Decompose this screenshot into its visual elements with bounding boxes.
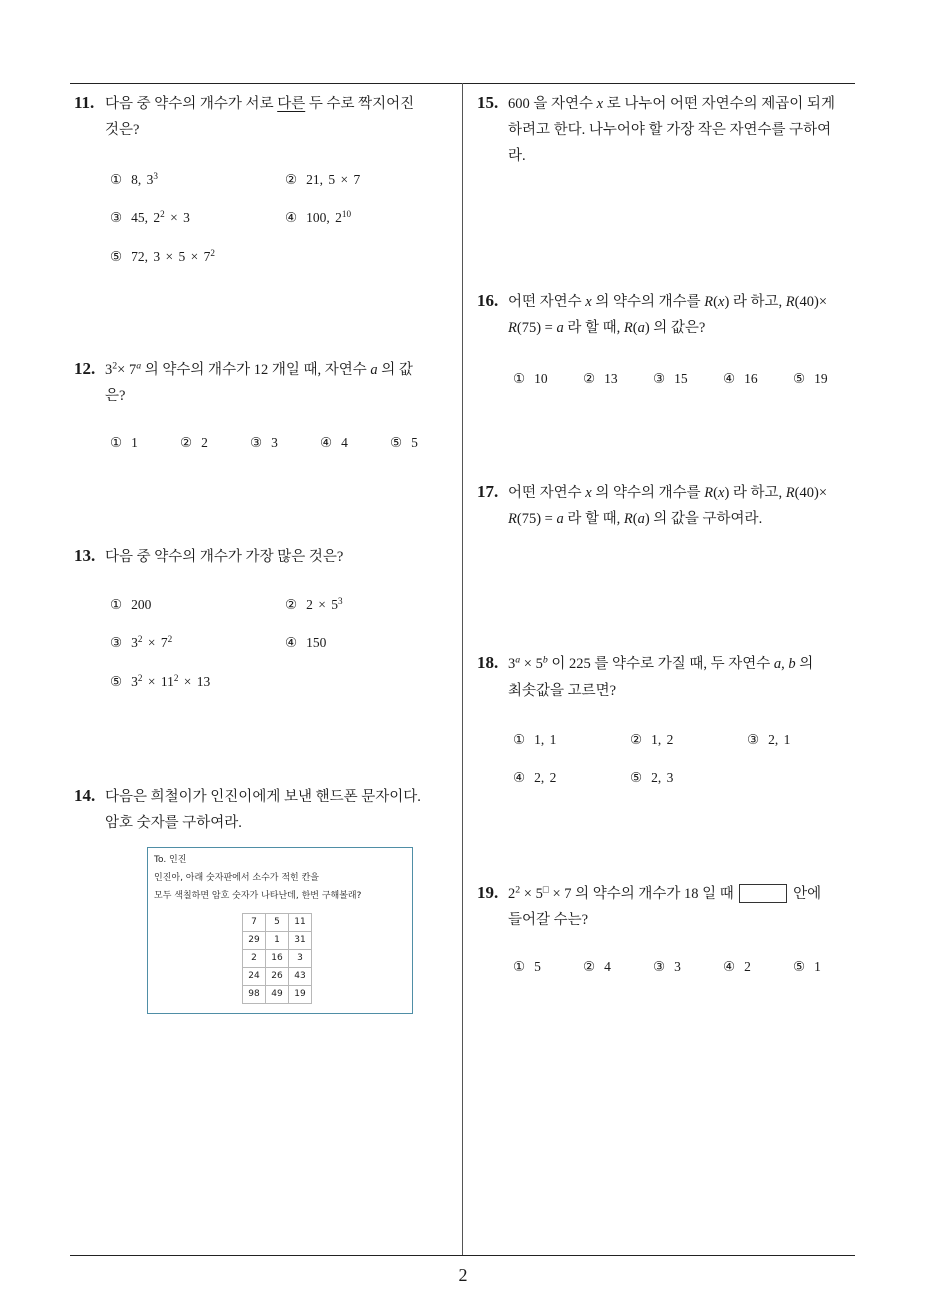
choice-mark: ③ (110, 635, 123, 650)
choice-mark: ③ (747, 732, 760, 747)
choice-value: × 3 (164, 210, 190, 225)
choice-4 (513, 769, 556, 787)
question-stem-line (477, 907, 821, 933)
exponent: 2 (167, 633, 173, 644)
grid-row (243, 932, 312, 950)
question-number: 11. (74, 93, 95, 112)
choice-mark: ④ (285, 210, 298, 225)
choice-value: 72, 3 × 5 × 7 (131, 249, 211, 264)
variable: a (370, 362, 378, 378)
variable: a (773, 656, 782, 672)
choice-mark: ④ (320, 435, 333, 450)
grid-cell: 19 (289, 986, 312, 1004)
math-text: × 5 (520, 656, 543, 672)
math-text: (40)× (794, 294, 827, 310)
choice-5 (390, 434, 418, 452)
question-number: 12. (74, 359, 96, 378)
choice-value: 3 (131, 674, 138, 689)
choice-value: 4 (604, 959, 611, 974)
choice-3 (747, 731, 790, 749)
choice-value: 200 (131, 597, 152, 612)
question-text: ) 의 값을 구하여라. (644, 511, 763, 527)
question-text: 의 약수의 개수를 (591, 485, 705, 501)
choice-value: 8, 3 (131, 172, 154, 187)
grid-cell: 16 (266, 950, 289, 968)
question-text: 600 을 자연수 (508, 96, 597, 112)
question-text: 다음 중 약수의 개수가 서로 (105, 96, 278, 112)
choice-mark: ① (110, 435, 123, 450)
question-stem-line (74, 383, 413, 409)
variable: a (637, 320, 645, 336)
function-name: R (623, 511, 633, 527)
message-line: 인진아, 아래 숫자판에서 소수가 적힌 칸을 (154, 873, 319, 883)
variable: x (596, 96, 604, 112)
choice-2 (630, 731, 673, 749)
grid-cell: 98 (243, 986, 266, 1004)
choice-mark: ① (513, 732, 526, 747)
exponent: 2 (137, 672, 143, 683)
math-text: × 7 (117, 362, 137, 378)
question-text: 어떤 자연수 (508, 485, 586, 501)
grid-cell: 1 (266, 932, 289, 950)
variable: a (556, 511, 564, 527)
grid-cell: 2 (243, 950, 266, 968)
variable: a (136, 360, 142, 372)
choice-mark: ⑤ (793, 371, 806, 386)
number-grid (242, 913, 312, 1004)
blank-exponent: □ (542, 884, 549, 896)
question-16 (477, 288, 827, 341)
variable: x (718, 294, 725, 310)
grid-row (243, 914, 312, 932)
question-text: ) 라 하고, (724, 485, 786, 501)
question-text: 최솟값을 고르면? (508, 683, 617, 699)
choice-mark: ① (110, 597, 123, 612)
question-text: 암호 숫자를 구하여라. (105, 815, 242, 831)
choice-mark: ⑤ (110, 249, 123, 264)
variable: x (718, 485, 725, 501)
question-13 (74, 543, 343, 570)
question-text: 라. (508, 148, 526, 164)
choice-5 (793, 370, 828, 388)
choice-value: 2, 2 (534, 770, 557, 785)
question-text: 로 나누어 어떤 자연수의 제곱이 되게 (603, 96, 835, 112)
grid-row (243, 950, 312, 968)
choice-3 (250, 434, 278, 452)
function-name: R (623, 320, 633, 336)
choice-mark: ② (583, 959, 596, 974)
math-text: ( (713, 294, 718, 310)
math-text: ( (713, 485, 718, 501)
exponent: 10 (341, 208, 352, 219)
choice-mark: ⑤ (630, 770, 643, 785)
exponent: 2 (137, 633, 143, 644)
choice-3 (653, 958, 681, 976)
question-stem-line (74, 810, 421, 836)
choice-1 (513, 958, 541, 976)
question-stem-line (477, 315, 827, 341)
text-message-box (147, 847, 413, 1014)
choice-mark: ③ (653, 959, 666, 974)
choice-5 (793, 958, 821, 976)
choice-2 (285, 596, 343, 614)
choice-value: × 7 (142, 635, 168, 650)
question-stem-line (477, 479, 827, 506)
choice-mark: ① (513, 959, 526, 974)
choice-mark: ④ (723, 371, 736, 386)
choice-value: 3 (674, 959, 681, 974)
question-stem-line (74, 356, 413, 383)
function-name: R (508, 511, 517, 527)
choice-mark: ① (110, 172, 123, 187)
choice-1 (513, 370, 548, 388)
math-text: ( (632, 320, 638, 336)
question-stem-line (74, 90, 414, 117)
variable: a (556, 320, 564, 336)
choice-4 (723, 958, 751, 976)
question-text: 다음은 희철이가 인진이에게 보낸 핸드폰 문자이다. (105, 789, 421, 805)
variable: x (585, 294, 592, 310)
grid-cell: 26 (266, 968, 289, 986)
grid-cell: 3 (289, 950, 312, 968)
question-stem-line (477, 880, 821, 907)
choice-1 (110, 171, 158, 189)
choice-value: 100, 2 (306, 210, 342, 225)
grid-cell: 43 (289, 968, 312, 986)
choice-value: 2 (201, 435, 208, 450)
exponent: 3 (337, 595, 343, 606)
choice-mark: ③ (250, 435, 263, 450)
choice-value: 2 × 5 (306, 597, 338, 612)
choice-value: 13 (604, 371, 618, 386)
choice-2 (583, 958, 611, 976)
choice-4 (285, 209, 351, 227)
choice-1 (110, 596, 151, 614)
choice-value: 15 (674, 371, 688, 386)
math-base: 3 (508, 656, 516, 672)
choice-value: 10 (534, 371, 548, 386)
question-stem-line (477, 117, 835, 143)
message-line: 모두 색칠하면 암호 숫자가 나타난데, 한번 구해볼래? (154, 891, 362, 901)
variable: a (637, 511, 645, 527)
question-stem-line (477, 506, 827, 532)
question-number: 15. (477, 93, 499, 112)
question-text: 하려고 한다. 나누어야 할 가장 작은 자연수를 구하여 (508, 122, 832, 138)
question-text: 것은? (105, 122, 140, 138)
exponent: 2 (210, 247, 215, 258)
question-number: 18. (477, 653, 499, 672)
exponent: 2 (112, 360, 118, 372)
question-stem-line (477, 650, 813, 677)
choice-value: × 13 (178, 674, 211, 689)
question-text: 의 약수의 개수를 (591, 294, 705, 310)
exponent: 2 (515, 884, 521, 896)
message-text (154, 851, 361, 905)
choice-value: 5 (534, 959, 541, 974)
grid-cell: 31 (289, 932, 312, 950)
question-text: 들어갈 수는? (508, 912, 589, 928)
choice-value: 1, 1 (534, 732, 557, 747)
question-12 (74, 356, 413, 409)
question-stem-line (477, 677, 813, 705)
question-text: 의 값 (377, 362, 413, 378)
grid-cell: 29 (243, 932, 266, 950)
choice-2 (180, 434, 208, 452)
choice-value: 5 (411, 435, 418, 450)
question-15 (477, 90, 835, 169)
math-text: ( (632, 511, 638, 527)
choice-5 (630, 769, 673, 787)
choice-mark: ③ (653, 371, 666, 386)
choice-4 (320, 434, 348, 452)
choice-value: 1 (814, 959, 821, 974)
question-text: 이 225 를 약수로 가질 때, 두 자연수 (547, 656, 774, 672)
grid-cell: 5 (266, 914, 289, 932)
function-name: R (785, 294, 795, 310)
exponent: 3 (153, 170, 158, 181)
choice-mark: ② (180, 435, 193, 450)
grid-cell: 49 (266, 986, 289, 1004)
choice-mark: ② (583, 371, 596, 386)
function-name: R (508, 320, 517, 336)
question-stem-line (477, 288, 827, 315)
exponent: 2 (160, 208, 165, 219)
column-divider (462, 83, 463, 1256)
choice-mark: ④ (513, 770, 526, 785)
choice-1 (513, 731, 556, 749)
math-base: 3 (105, 362, 113, 378)
choice-value: 2, 3 (651, 770, 674, 785)
grid-cell: 11 (289, 914, 312, 932)
question-text: 은? (105, 388, 126, 404)
choice-mark: ⑤ (110, 674, 123, 689)
function-name: R (704, 485, 714, 501)
question-text: 어떤 자연수 (508, 294, 586, 310)
choice-value: 1 (131, 435, 138, 450)
grid-row (243, 968, 312, 986)
variable: b (788, 656, 796, 672)
variable: b (542, 654, 548, 666)
exponent: 2 (173, 672, 179, 683)
question-text: 라 할 때, (563, 320, 624, 336)
question-text: ) 라 하고, (724, 294, 786, 310)
bottom-rule (70, 1255, 855, 1256)
choice-mark: ⑤ (793, 959, 806, 974)
grid-cell: 24 (243, 968, 266, 986)
choice-value: 3 (271, 435, 278, 450)
question-text: 의 약수의 개수가 12 개일 때, 자연수 (141, 362, 371, 378)
math-text: (40)× (794, 485, 827, 501)
choice-mark: ④ (723, 959, 736, 974)
choice-value: 45, 2 (131, 210, 161, 225)
variable: x (585, 485, 592, 501)
math-text: × 5 (520, 886, 543, 902)
choice-2 (285, 171, 360, 189)
question-text: 의 (795, 656, 814, 672)
question-stem-line (74, 117, 414, 143)
question-stem-line (477, 143, 835, 169)
question-number: 13. (74, 546, 96, 565)
choice-5 (110, 248, 215, 266)
choice-value: 4 (341, 435, 348, 450)
choice-mark: ③ (110, 210, 123, 225)
function-name: R (704, 294, 714, 310)
question-18 (477, 650, 813, 705)
variable: a (515, 654, 521, 666)
choice-value: 21, 5 × 7 (306, 172, 361, 187)
math-base: 2 (508, 886, 516, 902)
message-recipient: To. 인진 (154, 855, 187, 865)
function-name: R (785, 485, 795, 501)
choice-3 (653, 370, 688, 388)
choice-value: 3 (131, 635, 138, 650)
choice-mark: ④ (285, 635, 298, 650)
question-stem-line (477, 90, 835, 117)
choice-4 (723, 370, 758, 388)
choice-mark: ① (513, 371, 526, 386)
choice-mark: ⑤ (390, 435, 403, 450)
question-text: ) 의 값은? (644, 320, 706, 336)
question-number: 17. (477, 482, 499, 501)
choice-value: 19 (814, 371, 828, 386)
choice-4 (285, 634, 326, 652)
choice-5 (110, 673, 210, 691)
choice-2 (583, 370, 618, 388)
grid-row (243, 986, 312, 1004)
question-number: 14. (74, 786, 96, 805)
choice-value: × 11 (142, 674, 174, 689)
choice-value: 2 (744, 959, 751, 974)
choice-value: 16 (744, 371, 758, 386)
question-text: 두 수로 짝지어진 (305, 96, 415, 112)
math-text: (75) = (516, 511, 557, 527)
choice-value: 150 (306, 635, 327, 650)
question-text: 라 할 때, (563, 511, 624, 527)
question-11 (74, 90, 414, 143)
question-text: 안에 (789, 886, 822, 902)
choice-3 (110, 634, 172, 652)
choice-1 (110, 434, 138, 452)
page-number: 2 (458, 1265, 468, 1285)
choice-mark: ② (285, 172, 298, 187)
question-stem-line (74, 783, 421, 810)
underlined-keyword: 다른 (277, 96, 306, 112)
choice-value: 2, 1 (768, 732, 791, 747)
grid-cell: 7 (243, 914, 266, 932)
question-number: 19. (477, 883, 499, 902)
question-number: 16. (477, 291, 499, 310)
question-19 (477, 880, 821, 933)
math-text: , (781, 656, 789, 672)
question-text: × 7 의 약수의 개수가 18 일 때 (548, 886, 738, 902)
choice-mark: ② (285, 597, 298, 612)
question-stem-line (74, 543, 343, 570)
question-14 (74, 783, 421, 836)
question-17 (477, 479, 827, 532)
answer-blank-box (739, 884, 787, 903)
math-text: (75) = (516, 320, 557, 336)
question-text: 다음 중 약수의 개수가 가장 많은 것은? (105, 549, 344, 565)
choice-mark: ② (630, 732, 643, 747)
choice-value: 1, 2 (651, 732, 674, 747)
choice-3 (110, 209, 190, 227)
